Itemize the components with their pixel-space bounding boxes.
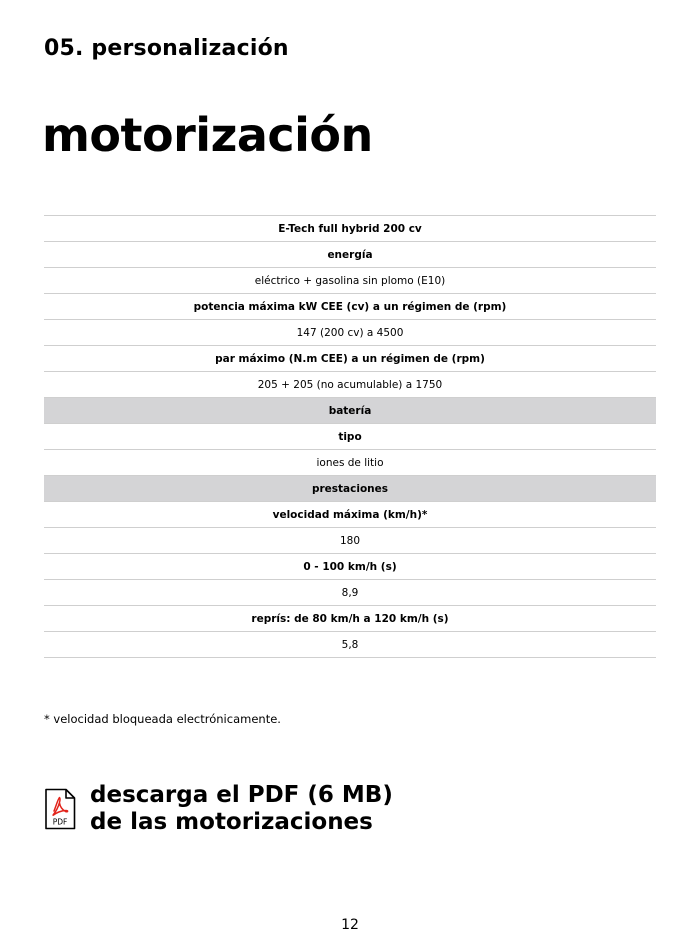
table-row-label: E-Tech full hybrid 200 cv <box>44 216 656 242</box>
section-title: 05. personalización <box>44 36 289 61</box>
table-row-label: energía <box>44 242 656 268</box>
table-row-label: reprís: de 80 km/h a 120 km/h (s) <box>44 606 656 632</box>
footnote: * velocidad bloqueada electrónicamente. <box>44 712 281 726</box>
table-row-label: velocidad máxima (km/h)* <box>44 502 656 528</box>
spec-table <box>44 215 656 658</box>
download-text <box>90 782 393 836</box>
table-row-label: par máximo (N.m CEE) a un régimen de (rpm) <box>44 346 656 372</box>
download-line-2: de las motorizaciones <box>90 809 373 835</box>
page-title: motorización <box>42 108 373 162</box>
pdf-icon-label: PDF <box>52 817 68 827</box>
table-row-value: 5,8 <box>44 632 656 658</box>
table-row-value: eléctrico + gasolina sin plomo (E10) <box>44 268 656 294</box>
page-number: 12 <box>341 917 359 933</box>
table-row-value: 180 <box>44 528 656 554</box>
download-pdf-link[interactable] <box>44 782 393 836</box>
table-row-value: 205 + 205 (no acumulable) a 1750 <box>44 372 656 398</box>
table-row-value: iones de litio <box>44 450 656 476</box>
pdf-file-icon <box>44 788 76 830</box>
download-line-1: descarga el PDF (6 MB) <box>90 782 393 808</box>
table-row-value: 8,9 <box>44 580 656 606</box>
table-row-value: 147 (200 cv) a 4500 <box>44 320 656 346</box>
table-section-header: prestaciones <box>44 476 656 502</box>
table-row-label: tipo <box>44 424 656 450</box>
table-section-header: batería <box>44 398 656 424</box>
table-row-label: potencia máxima kW CEE (cv) a un régimen de (rpm) <box>44 294 656 320</box>
table-row-label: 0 - 100 km/h (s) <box>44 554 656 580</box>
